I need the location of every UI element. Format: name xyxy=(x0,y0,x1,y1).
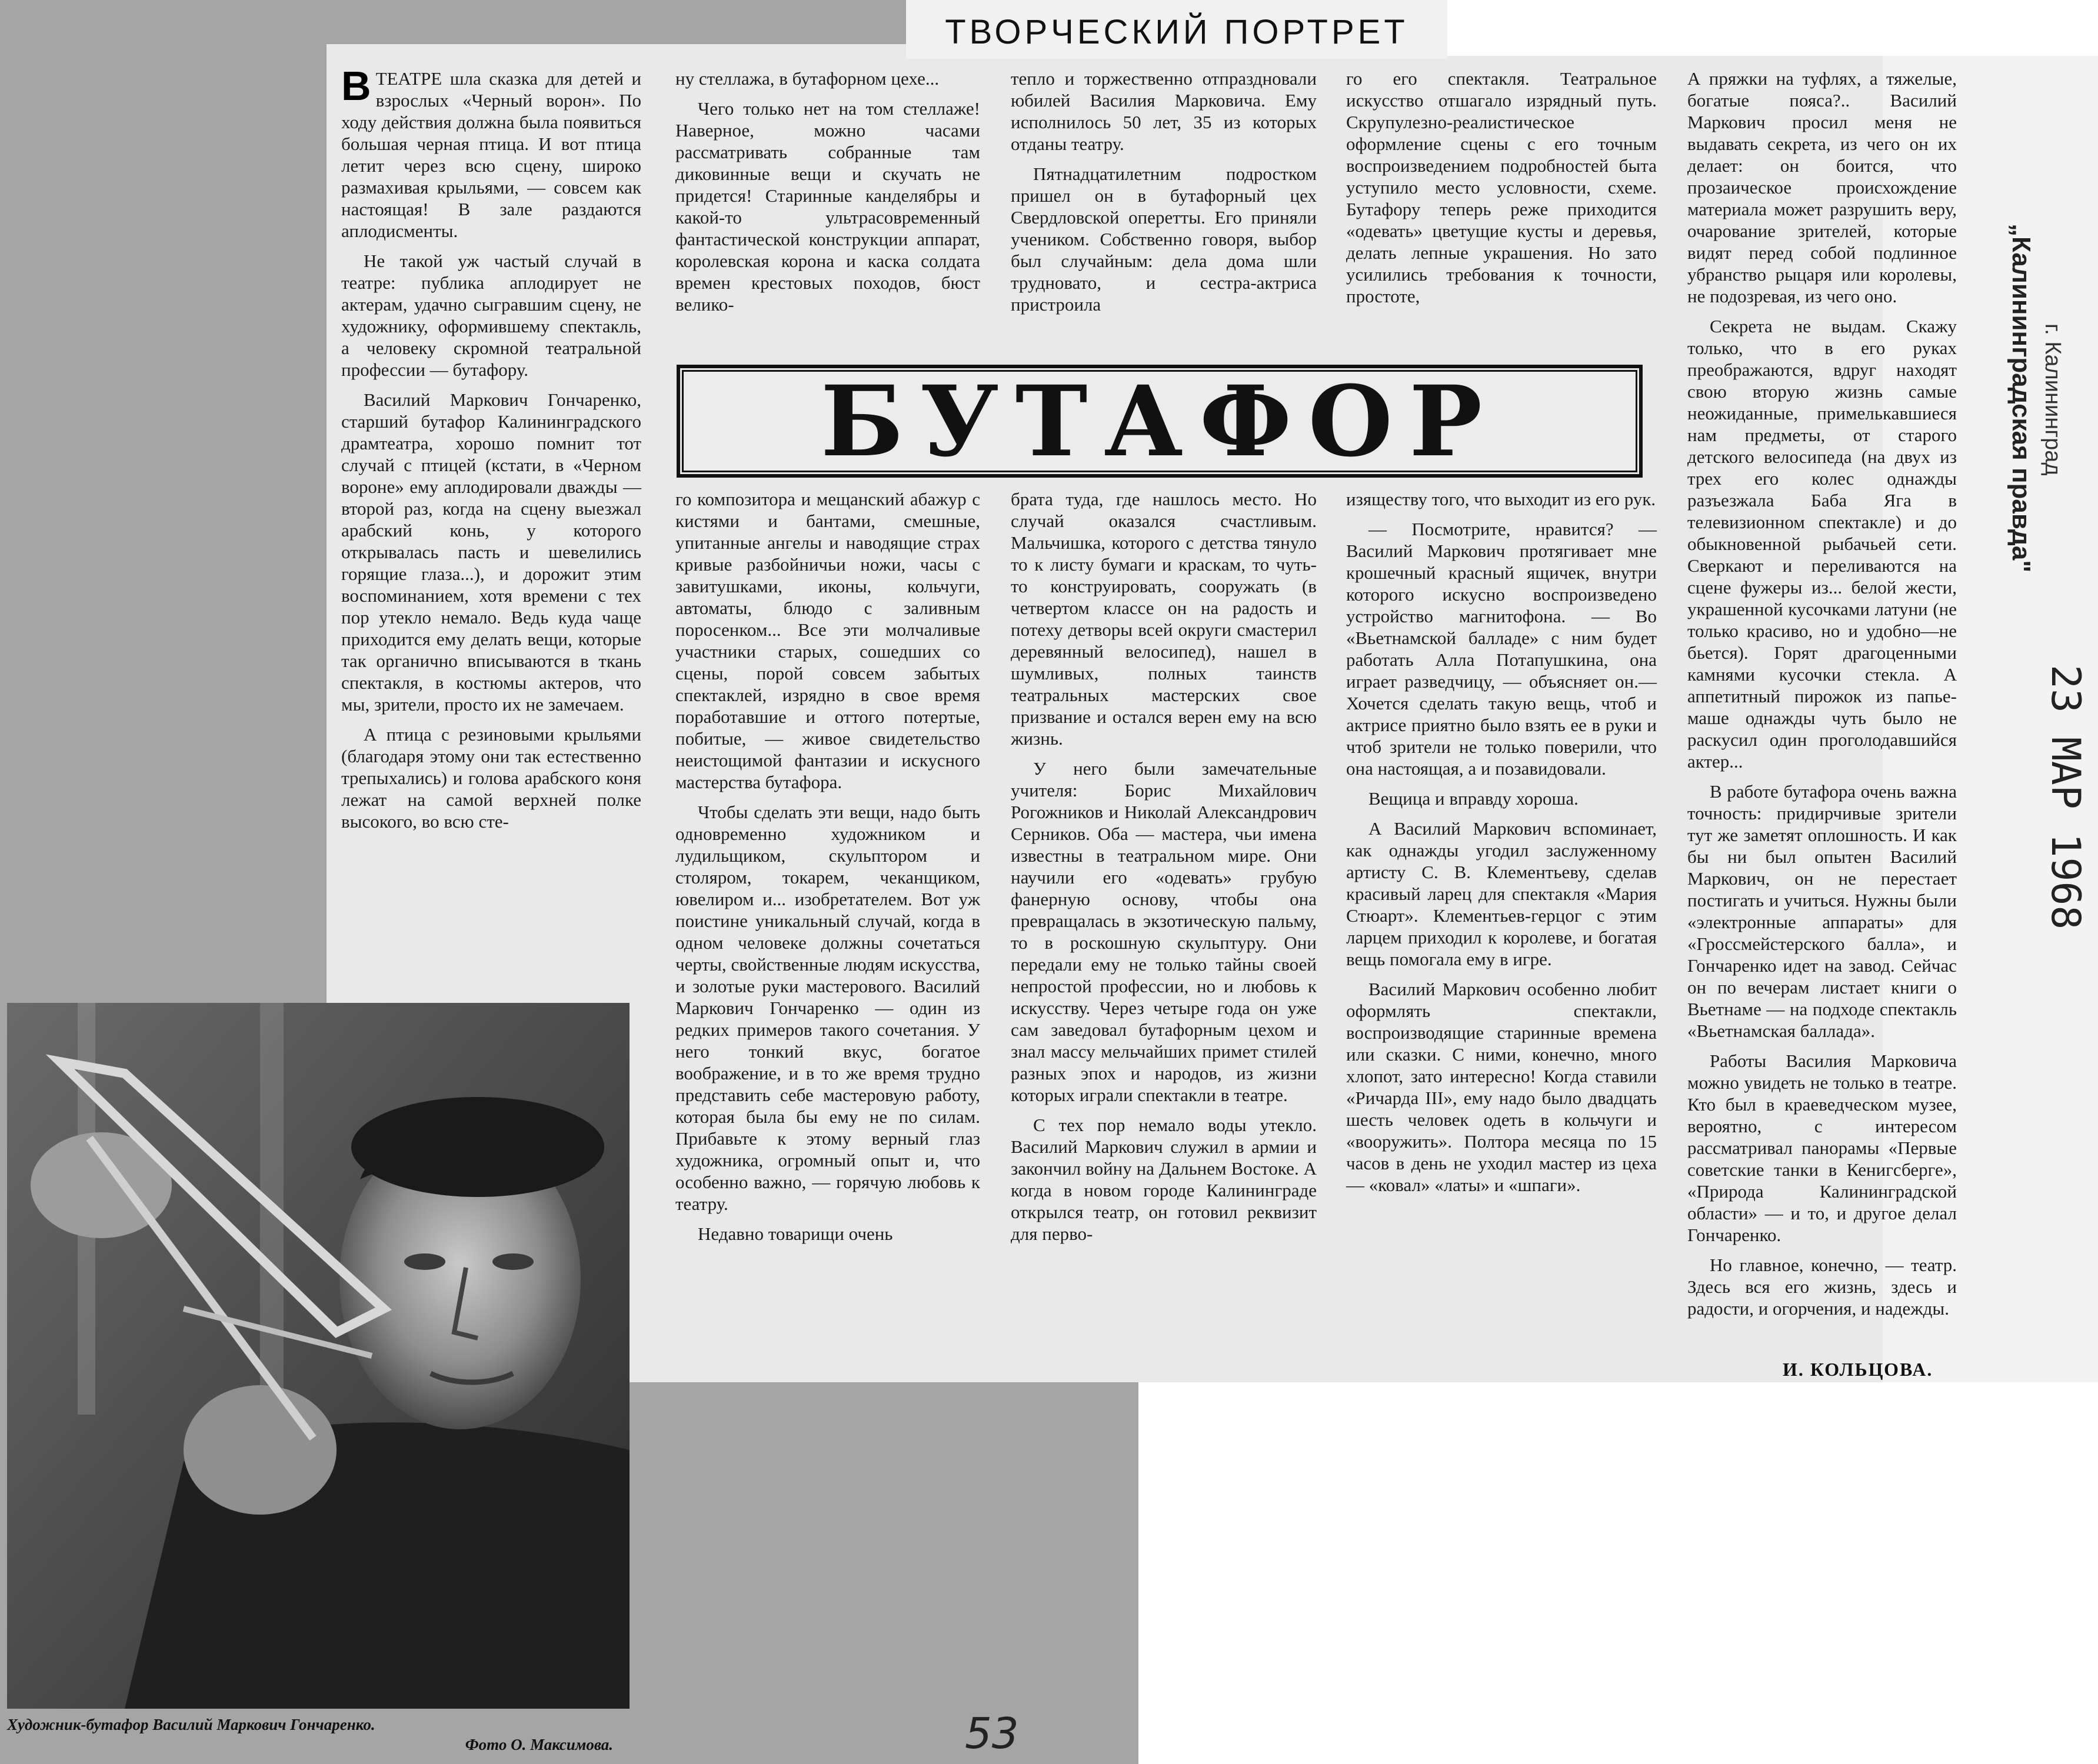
paragraph: А пряжки на туфлях, а тяжелые, богатые пояса?.. Василий Маркович просил меня не выдавать секрета, из чего он их делает: он боится, что прозаическое происхождение материала может разрушить веру, очарование зрителей, которые видят перед собой подлинное убранство рыцаря или королевы, не подозревая, из чего оно. xyxy=(1687,68,1957,306)
article-column-7 xyxy=(1346,488,1657,1196)
paragraph: Чтобы сделать эти вещи, надо быть одновременно художником и лудильщиком, скульптором и столяром, токарем, чеканщиком, ювелиром и... изобретателем. Вот уж поистине уникальный случай, когда в одном человеке должны сочетаться черты, свойственные людям искусства, и золотые руки мастерового. Василий Маркович Гончаренко — один из редких примеров такого сочетания. У него тонкий вкус, богатое воображение, и в то же время трудно представить себе мастеровую работу, которая была бы ему не по силам. Прибавьте к этому верный глаз художника, огромный опыт и, что особенно важно, — горячую любовь к театру. xyxy=(675,802,980,1214)
paragraph: Пятнадцатилетним подростком пришел он в бутафорный цех Свердловской оперетты. Его приняли учеником. Собственно говоря, выбор был случайным: дела дома шли трудновато, и сестра-актриса пристроила xyxy=(1011,164,1317,315)
paragraph xyxy=(341,63,641,242)
stamp-newspaper: „Калининградская правда" xyxy=(2007,224,2036,573)
paragraph: Не такой уж частый случай в театре: публика аплодирует не актерам, удачно сыгравшим сцену, не художнику, оформившему спектакль, а человеку скромной театральной профессии — бутафору. xyxy=(341,251,641,380)
paragraph: Секрета не выдам. Скажу только, что в его руках преображаются, вдруг находят свою вторую жизнь самые неожиданные, примелькавшиеся нам предметы, от старого детского велосипеда (на двух из трех его колес однажды разъезжала Баба Яга в телевизионном спектакле) и до обыкновенной рыбачьей сети. Сверкают и переливаются на сцене фужеры из... белой жести, украшенной кусочками латуни (не только красиво, но и удобно—не бьется). Горят драгоценными камнями кусочки стекла. А аппетитный пирожок из папье-маше однажды чуть было не раскусил один проголодавшийся актер... xyxy=(1687,316,1957,772)
paragraph: Василий Маркович особенно любит оформлять спектакли, воспроизводящие старинные времена или сказки. С ними, конечно, много хлопот, зато интересно! Когда ставили «Ричарда III», ему надо было двадцать шесть человек одеть в кольчуги и «вооружить». Полтора месяца по 15 часов в день не уходил мастер из цеха — «ковал» «латы» и «шпаги». xyxy=(1346,979,1657,1195)
drop-cap: В xyxy=(341,63,371,109)
article-column-2 xyxy=(675,68,980,315)
paragraph: го композитора и мещанский абажур с кистями и бантами, смешные, упитанные ангелы и наводящие страх кривые разбойничьи ножи, часы с завитушками, иконы, кольчуги, автоматы, блюдо с заливным поросенком... Все эти молчаливые участники старых, сошедших со сцены, порой совсем забытых спектаклей, изрядно в свое время поработавшие и оттого потертые, побитые, — живое свидетельство неистощимой фантазии и искусного мастерства бутафора. xyxy=(675,489,980,792)
article-column-3 xyxy=(1011,68,1317,315)
paragraph: изяществу того, что выходит из его рук. xyxy=(1346,489,1656,509)
portrait-photo xyxy=(7,1003,630,1709)
paragraph: Но главное, конечно, — театр. Здесь вся его жизнь, здесь и радости, и огорчения, и надежды. xyxy=(1687,1255,1957,1319)
paragraph: Чего только нет на том стеллаже! Наверное, можно часами рассматривать собранные там диковинные вещи и скучать не придется! Старинные канделябры и какой-то ультрасовременный фантастической конструкции аппарат, королевская корона и каска солдата времен крестовых походов, бюст велико- xyxy=(675,98,980,315)
article-column-1 xyxy=(341,63,641,832)
article-column-8 xyxy=(1687,68,1957,1319)
article-title: БУТАФОР xyxy=(820,364,1499,478)
paragraph: Вещица и вправду хороша. xyxy=(1368,788,1579,809)
paragraph: У него были замечательные учителя: Борис Михайлович Рогожников и Николай Александрович Серников. Оба — мастера, чьи имена известны в театральном мире. Они научили его «одевать» грубую фанерную основу, чтобы она превращалась в экзотическую пальму, то в роскошную скульптуру. Они передали ему не только тайны своей непростой профессии, но и любовь к искусству. Через четыре года он уже сам заведовал бутафорным цехом и знал массу мельчайших примет стилей разных эпох и народов, из жизни которых играли спектакли в театре. xyxy=(1011,758,1317,1105)
paragraph: В работе бутафора очень важна точность: придирчивые зрители тут же заметят оплошность. И как бы ни был опытен Василий Маркович, он не перестает постигать и учиться. Нужны были «электронные аппараты» для «Гроссмейстерского балла», и Гончаренко идет на завод. Сейчас он по вечерам листает книги о Вьетнаме — на подходе спектакль «Вьетнамская баллада». xyxy=(1687,781,1957,1041)
portrait-illustration xyxy=(7,1003,630,1709)
article-column-6 xyxy=(1011,488,1317,1245)
paragraph: го его спектакля. Театральное искусство отшагало изрядный путь. Скрупулезно-реалистическое оформление сцены с его точным воспроизведением подробностей быта уступило место условности, схеме. Бутафору теперь реже приходится «одевать» цветущие кусты и деревья, делать лепные украшения. Но зато усилились требования к точности, простоте, xyxy=(1346,68,1657,306)
paragraph: Работы Василия Марковича можно увидеть не только в театре. Кто был в краеведческом музее, вероятно, с интересом рассматривал панорамы «Первые советские танки в Кенигсберге», «Природа Калининградской области» — и то, и другое делал Гончаренко. xyxy=(1687,1051,1957,1245)
article-column-4 xyxy=(1346,68,1657,307)
paragraph: А птица с резиновыми крыльями (благодаря этому они так естественно трепыхались) и голова арабского коня лежат на самой верхней полке высокого, во всю сте- xyxy=(341,724,641,832)
paragraph: тепло и торжественно отпраздновали юбилей Василия Марковича. Ему исполнилось 50 лет, 35 из которых отданы театру. xyxy=(1011,68,1317,154)
article-title-box xyxy=(677,365,1643,478)
paragraph-text: ТЕАТРЕ шла сказка для детей и взрослых «Черный ворон». По ходу действия должна была появиться большая черная птица. И вот птица летит через всю сцену, широко размахивая крыльями, — совсем как настоящая! В зале раздаются аплодисменты. xyxy=(341,68,641,241)
paragraph: Василий Маркович Гончаренко, старший бутафор Калининградского драмтеатра, хорошо помнит тот случай с птицей (кстати, в «Черном вороне» ему аплодировали дважды — второй раз, когда на сцену выезжал арабский конь, у которого открывалась пасть и шевелились горящие глаза...), и дорожит этим воспоминанием, хотя времени с тех пор утекло немало. Ведь куда чаще приходится ему делать вещи, которые так органично вписываются в ткань спектакля, в костюмы актеров, что мы, зрители, просто их не замечаем. xyxy=(341,389,641,715)
section-heading: ТВОРЧЕСКИЙ ПОРТРЕТ xyxy=(945,13,1408,51)
paragraph: брата туда, где нашлось место. Но случай оказался счастливым. Мальчишка, которого с детства тянуло то к листу бумаги и краскам, то чуть-то конструировать, сооружать (в четвертом классе он на радость и потеху детворы всей округи смастерил деревянный велосипед), нашел в шумливых, полных таинств театральных мастерских свое призвание и остался верен ему на всю жизнь. xyxy=(1011,489,1317,749)
paragraph: ну стеллажа, в бутафорном цехе... xyxy=(675,68,940,89)
author-signature: И. КОЛЬЦОВА. xyxy=(1783,1359,1933,1380)
stamp-date: 23 МАР 1968 xyxy=(2042,665,2089,930)
paragraph: С тех пор немало воды утекло. Василий Маркович служил в армии и закончил войну на Дальнем Востоке. А когда в новом городе Калининграде открылся театр, он готовил реквизит для перво- xyxy=(1011,1115,1317,1244)
paragraph: А Василий Маркович вспоминает, как однажды угодил заслуженному артисту С. В. Клементьеву, сделав красивый ларец для спектакля «Мария Стюарт». Клементьев-герцог с этим ларцем приходил к королеве, и богатая вещь помогала ему в игре. xyxy=(1346,818,1657,969)
photo-caption xyxy=(7,1715,631,1755)
photo-credit: Фото О. Максимова. xyxy=(465,1736,613,1753)
archive-page-number: 53 xyxy=(965,1709,1019,1758)
stamp-city: г. Калининград xyxy=(2040,324,2065,476)
article-column-5 xyxy=(675,488,980,1245)
photo-caption-text: Художник-бутафор Василий Маркович Гончаренко. xyxy=(7,1716,375,1733)
newspaper-stamp xyxy=(2000,224,2089,930)
paragraph: Недавно товарищи очень xyxy=(698,1223,893,1244)
paragraph: — Посмотрите, нравится? — Василий Маркович протягивает мне крошечный красный ящичек, внутри которого искусно воспроизведено устройство магнитофона. — Во «Вьетнамской балладе» с ним будет работать Алла Потапушкина, она играет разведчицу, — объясняет он.— Хочется сделать такую вещь, чтоб и актрисе приятно было взять ее в руки и чтоб зрители не только поверили, что она настоящая, а и позавидовали. xyxy=(1346,519,1657,779)
